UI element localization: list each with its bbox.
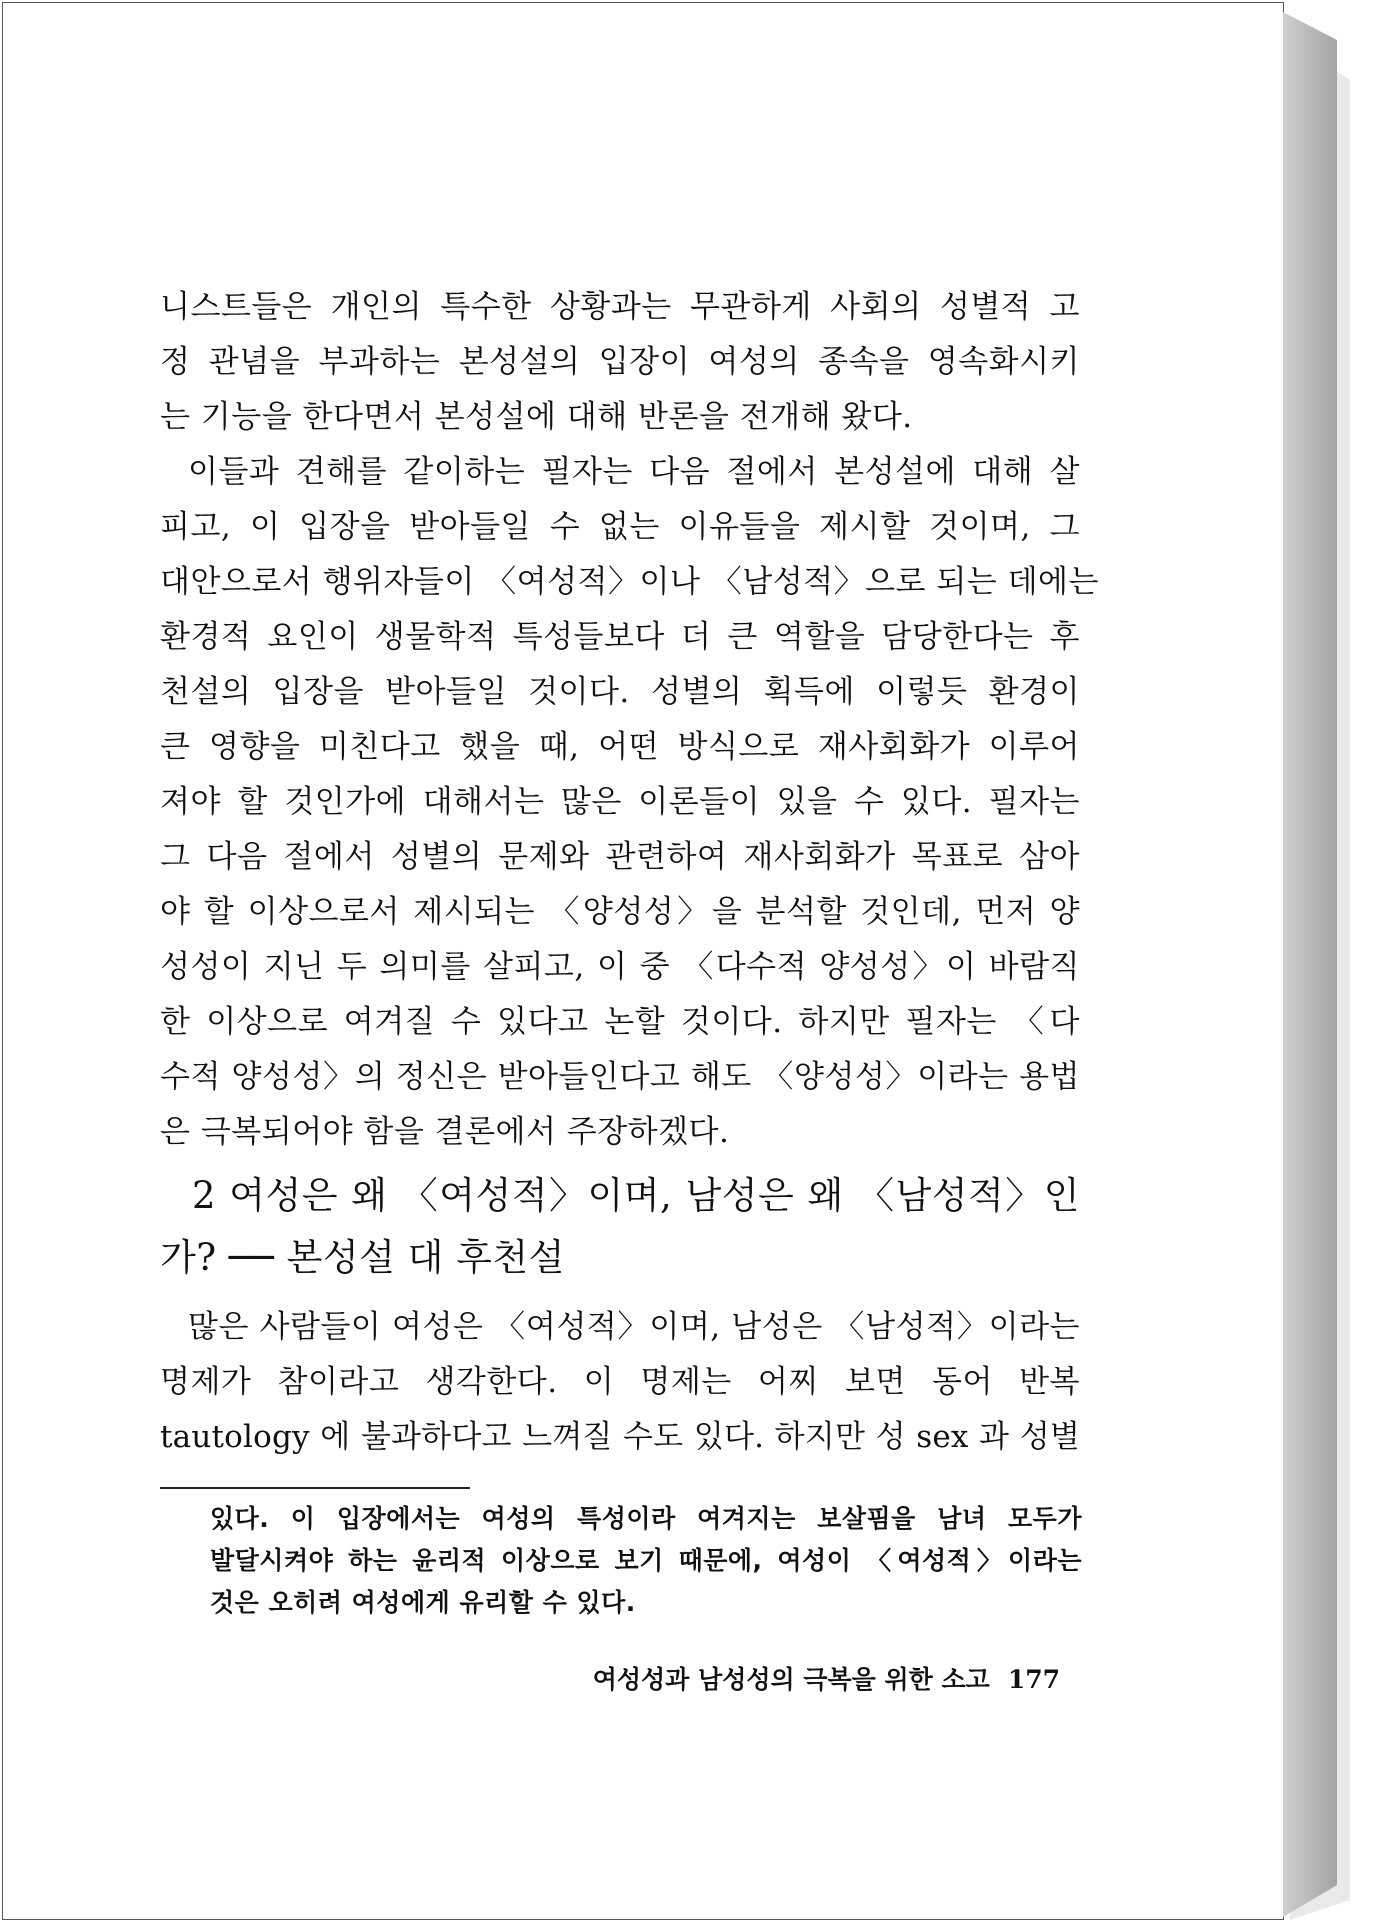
text-line: 져야 할 것인가에 대해서는 많은 이론들이 있을 수 있다. 필자는 (160, 784, 1080, 820)
footnote-divider (160, 1487, 470, 1489)
text-line: 그 다음 절에서 성별의 문제와 관련하여 재사회화가 목표로 삼아 (160, 839, 1080, 875)
text-line: 환경적 요인이 생물학적 특성들보다 더 큰 역할을 담당한다는 후 (160, 619, 1080, 655)
text-line: 성성이 지닌 두 의미를 살피고, 이 중 〈다수적 양성성〉이 바람직 (160, 949, 1080, 985)
text-line: 은 극복되어야 함을 결론에서 주장하겠다. (160, 1114, 730, 1150)
text-line: 야 할 이상으로서 제시되는 〈양성성〉을 분석할 것인데, 먼저 양 (160, 894, 1080, 930)
text-line: 이들과 견해를 같이하는 필자는 다음 절에서 본성설에 대해 살 (188, 454, 1080, 490)
text-line: tautology 에 불과하다고 느껴질 수도 있다. 하지만 성 sex 과 성별 (160, 1419, 1080, 1455)
page-edge (1283, 12, 1337, 1917)
section-heading-line: 2 여성은 왜 〈여성적〉이며, 남성은 왜 〈남성적〉인 (192, 1174, 1080, 1217)
section-heading (160, 1165, 1080, 1289)
text-line: 큰 영향을 미친다고 했을 때, 어떤 방식으로 재사회화가 이루어 (160, 729, 1080, 765)
running-footer (540, 1660, 1060, 1700)
footnote-line: 발달시켜야 하는 윤리적 이상으로 보기 때문에, 여성이 〈여성적〉이라는 (210, 1546, 1082, 1575)
text-line: 피고, 이 입장을 받아들일 수 없는 이유들을 제시할 것이며, 그 (160, 509, 1080, 545)
text-line: 정 관념을 부과하는 본성설의 입장이 여성의 종속을 영속화시키 (160, 344, 1080, 380)
body-text-block (160, 1300, 1080, 1465)
footnote-line: 것은 오히려 여성에게 유리할 수 있다. (210, 1588, 636, 1617)
running-footer-title: 여성성과 남성성의 극복을 위한 소고 (592, 1665, 990, 1694)
text-line: 명제가 참이라고 생각한다. 이 명제는 어찌 보면 동어 반복 (160, 1364, 1080, 1400)
text-line: 한 이상으로 여겨질 수 있다고 논할 것이다. 하지만 필자는 〈다 (160, 1004, 1080, 1040)
section-heading-line: 가? ── 본성설 대 후천설 (160, 1236, 565, 1279)
text-line: 수적 양성성〉의 정신은 받아들인다고 해도 〈양성성〉이라는 용법 (160, 1059, 1080, 1095)
text-line: 천설의 입장을 받아들일 것이다. 성별의 획득에 이렇듯 환경이 (160, 674, 1080, 710)
footnote-line: 있다. 이 입장에서는 여성의 특성이라 여겨지는 보살핌을 남녀 모두가 (210, 1504, 1082, 1533)
text-line: 많은 사람들이 여성은 〈여성적〉이며, 남성은 〈남성적〉이라는 (188, 1309, 1080, 1345)
footnote (210, 1498, 1082, 1624)
text-line: 대안으로서 행위자들이 〈여성적〉이나 〈남성적〉으로 되는 데에는 (160, 564, 1099, 600)
page-number: 177 (1007, 1665, 1060, 1694)
body-text-block (160, 280, 1099, 1160)
text-line: 니스트들은 개인의 특수한 상황과는 무관하게 사회의 성별적 고 (160, 289, 1080, 325)
text-line: 는 기능을 한다면서 본성설에 대해 반론을 전개해 왔다. (160, 399, 913, 435)
